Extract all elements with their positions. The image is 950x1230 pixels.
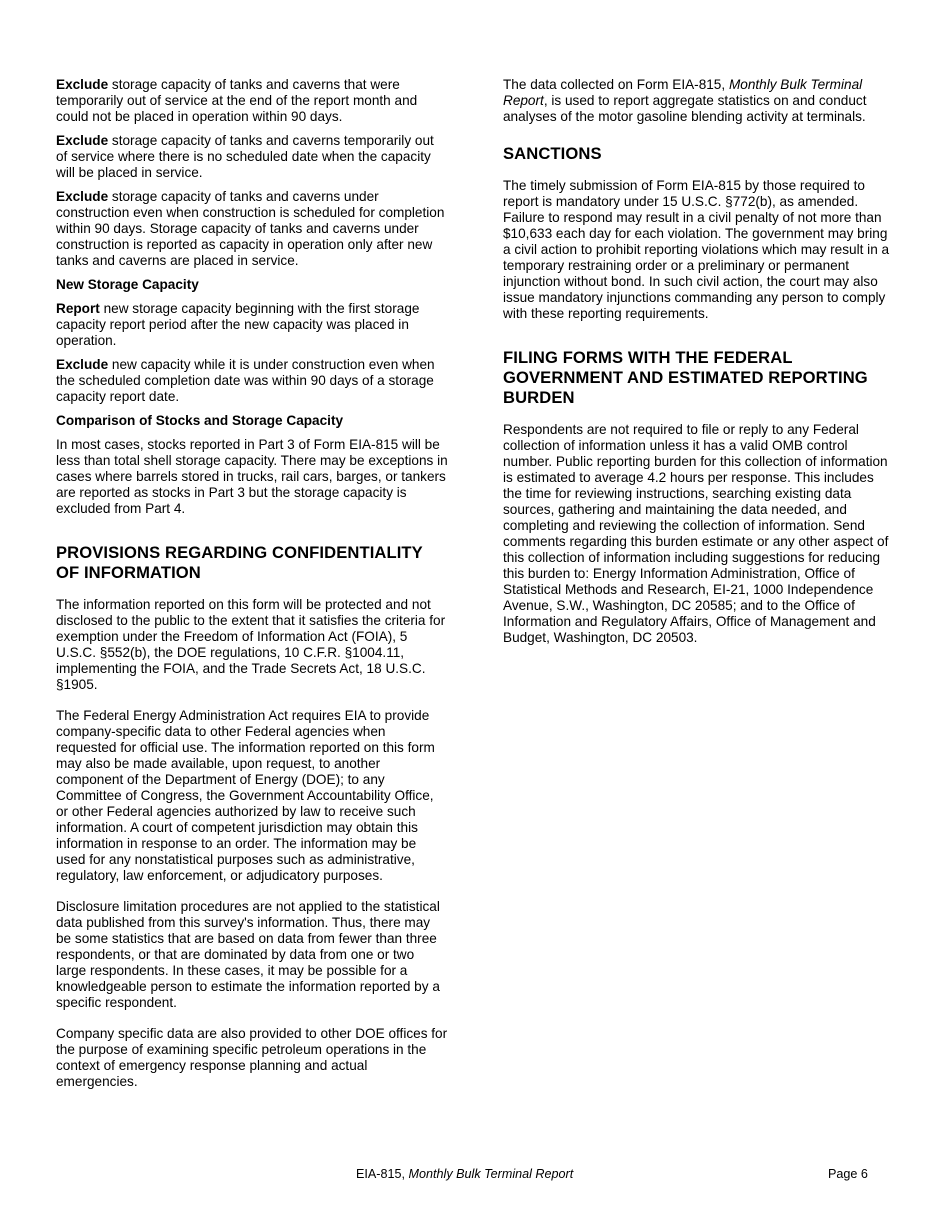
exclude-new-capacity-paragraph [56, 357, 448, 405]
report-title-italic: Monthly Bulk Terminal Report [503, 77, 863, 108]
footer-report-title: Monthly Bulk Terminal Report [408, 1167, 574, 1181]
report-new-capacity-paragraph [56, 301, 448, 349]
footer-form-id: EIA-815, [356, 1167, 409, 1181]
new-storage-capacity-heading: New Storage Capacity [56, 277, 199, 292]
paragraph-text: storage capacity of tanks and caverns under construction even when construction is scheduled for completion within 90 days. Storage capacity of tanks and caverns under construction is reported as capacity in operation only after new tanks and caverns are placed in service. [56, 189, 445, 268]
filing-paragraph: Respondents are not required to file or reply to any Federal collection of information unless it has a valid OMB control number. Public reporting burden for this collection of information is estimated to average 4.2 hours per response. This includes the time for reviewing instructions, searching existing data sources, gathering and maintaining the data needed, and completing and reviewing the collection of information. Send comments regarding this burden estimate or any other aspect of this collection of information including suggestions for reducing this burden to: Energy Information Administration, Office of Statistical Methods and Research, EI-21, 1000 Independence Avenue, S.W., Washington, DC 20585; and to the Office of Information and Regulatory Affairs, Office of Management and Budget, Washington, DC 20503. [503, 422, 889, 645]
confidentiality-paragraph-3: Disclosure limitation procedures are not applied to the statistical data published from this survey's information. Thus, there may be some statistics that are based on data from fewer than three respondents, or that are dominated by data from one or two large respondents. In these cases, it may be possible for a knowledgeable person to estimate the information reported by a specific respondent. [56, 899, 440, 1010]
comparison-heading: Comparison of Stocks and Storage Capacity [56, 413, 344, 428]
comparison-paragraph: In most cases, stocks reported in Part 3 of Form EIA-815 will be less than total shell storage capacity. There may be exceptions in cases where barrels stored in trucks, rail cars, barges, or tankers are reported as stocks in Part 3 but the storage capacity is excluded from Part 4. [56, 437, 448, 516]
exclude-no-date-paragraph [56, 133, 448, 181]
lead-word: Exclude [56, 133, 109, 148]
confidentiality-paragraph-2: The Federal Energy Administration Act requires EIA to provide company-specific data to other Federal agencies when requested for official use. The information reported on this form may also be made available, upon request, to another component of the Department of Energy (DOE); to any Committee of Congress, the Government Accountability Office, or other Federal agencies authorized by law to receive such information. A court of competent jurisdiction may obtain this information in response to an order. The information may be used for any nonstatistical purposes such as administrative, regulatory, law enforcement, or adjudicatory purposes. [56, 708, 435, 883]
footer-form-title [356, 1166, 573, 1182]
paragraph-text: new storage capacity beginning with the first storage capacity report period after the new capacity was placed in operation. [56, 301, 420, 348]
paragraph-text: storage capacity of tanks and caverns temporarily out of service where there is no scheduled date when the capacity will be placed in service. [56, 133, 434, 180]
lead-word: Exclude [56, 189, 109, 204]
confidentiality-paragraph-1: The information reported on this form will be protected and not disclosed to the public to the extent that it satisfies the criteria for exemption under the Freedom of Information Act (FOIA), 5 U.S.C. §552(b), the DOE regulations, 10 C.F.R. §1004.11, implementing the FOIA, and the Trade Secrets Act, 18 U.S.C. §1905. [56, 597, 446, 692]
lead-word: Exclude [56, 77, 109, 92]
paragraph-text: storage capacity of tanks and caverns that were temporarily out of service at the end of the report month and could not be placed in operation within 90 days. [56, 77, 418, 124]
page-number: Page 6 [828, 1167, 868, 1181]
intro-pre: The data collected on Form EIA-815, [503, 77, 729, 92]
left-column [56, 77, 448, 1098]
lead-word: Exclude [56, 357, 109, 372]
sanctions-heading: SANCTIONS [503, 144, 602, 163]
exclude-construction-paragraph [56, 189, 448, 269]
sanctions-paragraph: The timely submission of Form EIA-815 by those required to report is mandatory under 15 U.S.C. §772(b), as amended. Failure to respond may result in a civil penalty of not more than $10,633 each day for each violation. The government may bring a civil action to prohibit reporting violations which may result in a temporary restraining order or a preliminary or permanent injunction without bond. In such civil action, the court may also issue mandatory injunctions commanding any person to comply with these reporting requirements. [503, 178, 890, 321]
confidentiality-heading: PROVISIONS REGARDING CONFIDENTIALITY OF INFORMATION [56, 543, 423, 582]
filing-heading: FILING FORMS WITH THE FEDERAL GOVERNMENT AND ESTIMATED REPORTING BURDEN [503, 348, 868, 407]
intro-paragraph [503, 77, 895, 125]
exclude-out-of-service-paragraph [56, 77, 448, 125]
confidentiality-paragraph-4: Company specific data are also provided to other DOE offices for the purpose of examining specific petroleum operations in the context of emergency response planning and actual emergencies. [56, 1026, 448, 1089]
paragraph-text: new capacity while it is under construction even when the scheduled completion date was within 90 days of a storage capacity report date. [56, 357, 435, 404]
right-column [503, 77, 895, 654]
lead-word: Report [56, 301, 100, 316]
intro-post: , is used to report aggregate statistics on and conduct analyses of the motor gasoline blending activity at terminals. [503, 93, 867, 124]
